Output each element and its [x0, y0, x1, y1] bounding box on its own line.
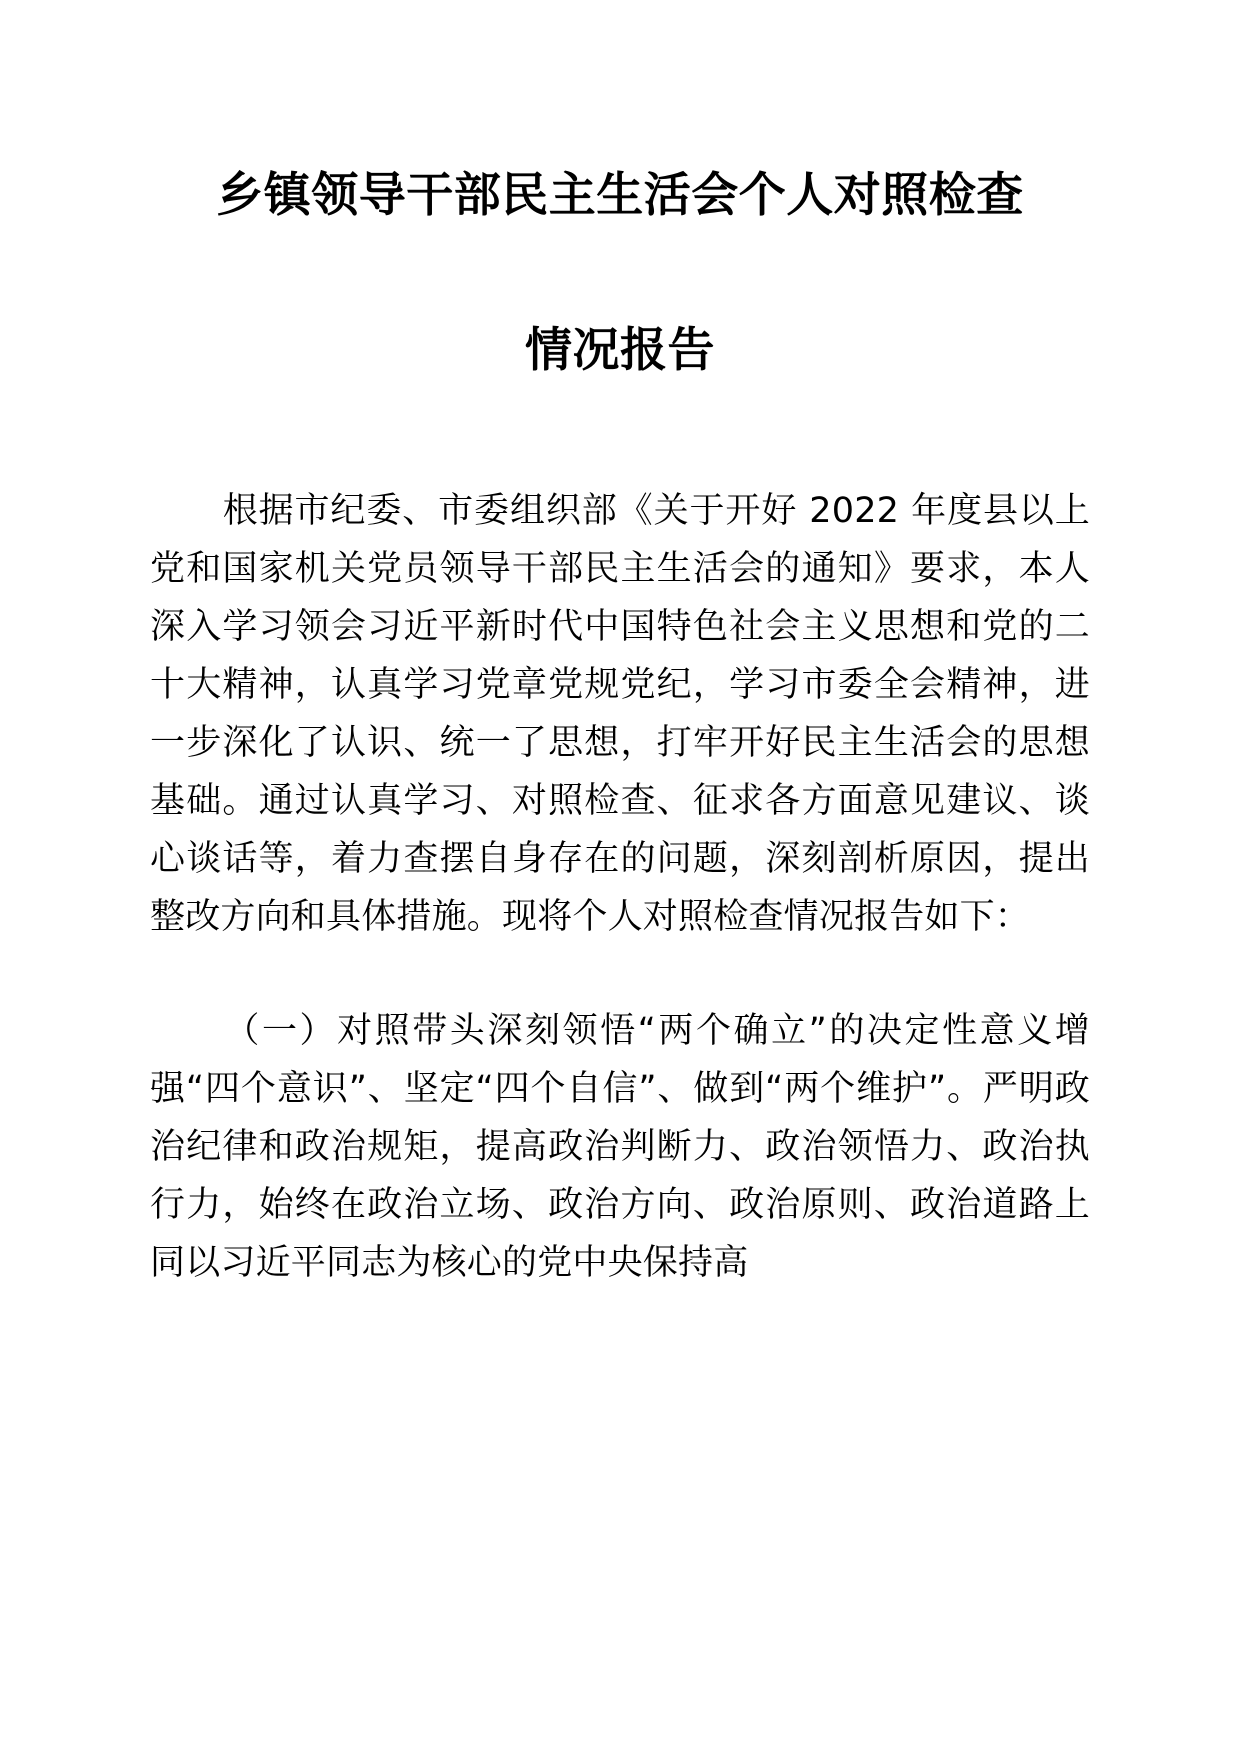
document-body [150, 482, 1090, 1292]
document-title-block [150, 0, 1090, 378]
paragraph-text: 根据市纪委、市委组织部《关于开好 2022 年度县以上党和国家机关党员领导干部民主生活会的通知》要求，本人深入学习领会习近平新时代中国特色社会主义思想和党的二十大精神，认真学习党章党规党纪，学习市委全会精神，进一步深化了认识、统一了思想，打牢开好民主生活会的思想基础。通过认真学习、对照检查、征求各方面意见建议、谈心谈话等，着力查摆自身存在的问题，深刻剖析原因，提出整改方向和具体措施。现将个人对照检查情况报告如下： [150, 491, 1090, 937]
body-paragraph-2 [150, 1002, 1090, 1292]
page-title-line-2: 情况报告 [525, 323, 715, 378]
paragraph-text: （一）对照带头深刻领悟“两个确立”的决定性意义增强“四个意识”、坚定“四个自信”、做到“两个维护”。严明政治纪律和政治规矩，提高政治判断力、政治领悟力、政治执行力，始终在政治立场、政治方向、政治原则、政治道路上同以习近平同志为核心的党中央保持高 [150, 1011, 1090, 1283]
page-title-line-1: 乡镇领导干部民主生活会个人对照检查 [216, 168, 1024, 223]
body-paragraph-1 [150, 482, 1090, 946]
